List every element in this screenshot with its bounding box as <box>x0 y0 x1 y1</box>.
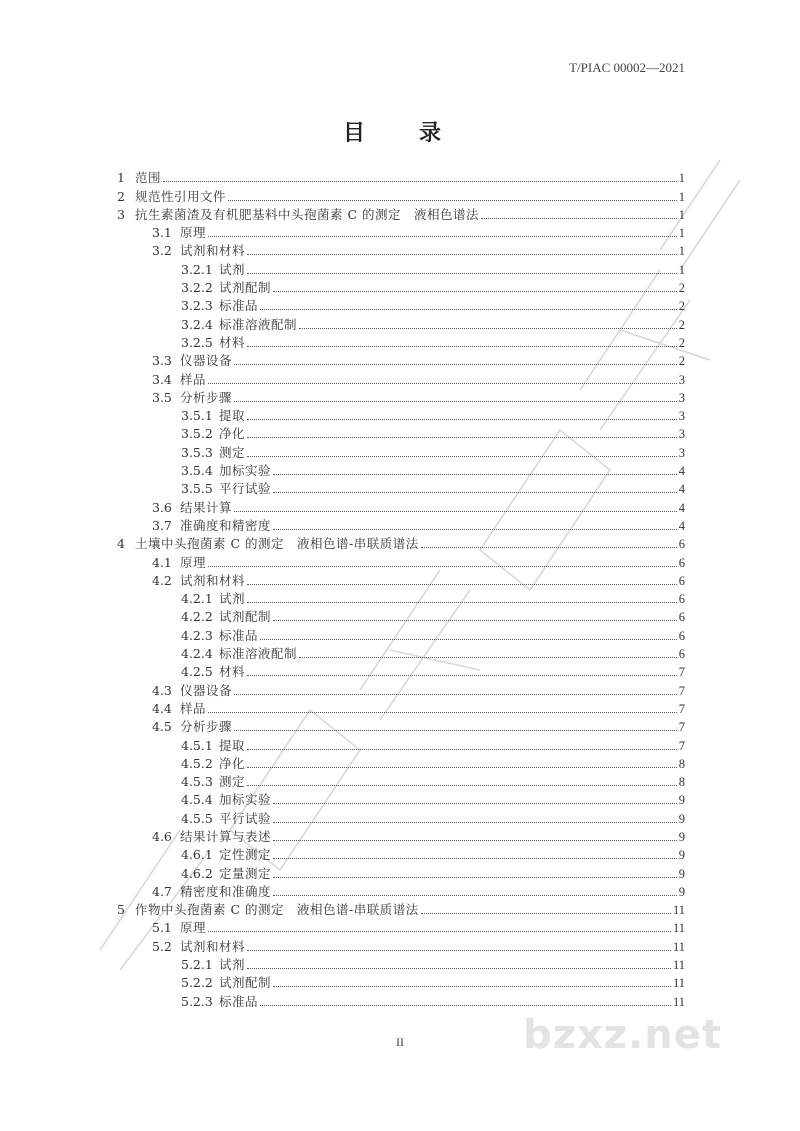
toc-entry-page: 3 <box>678 427 685 442</box>
dot-leader <box>234 511 677 512</box>
toc-entry[interactable] <box>117 368 685 386</box>
toc-entry-page: 3 <box>678 445 685 460</box>
toc-entry[interactable] <box>117 551 685 569</box>
toc-entry-label: 加标实验 <box>219 792 272 808</box>
toc-entry-page: 7 <box>678 665 685 680</box>
toc-entry[interactable] <box>117 460 685 478</box>
toc-entry-page: 9 <box>678 848 685 863</box>
toc-entry-page: 7 <box>678 738 685 753</box>
toc-entry-page: 1 <box>678 189 685 204</box>
toc-entry-page: 11 <box>672 958 685 973</box>
toc-entry[interactable] <box>117 661 685 679</box>
toc-entry[interactable] <box>117 679 685 697</box>
toc-entry-label: 材料 <box>219 334 246 350</box>
toc-entry-label: 定性测定 <box>219 847 272 863</box>
toc-entry-number: 3.2.2 <box>181 280 213 296</box>
toc-entry-number: 3.2 <box>152 243 172 259</box>
toc-entry[interactable] <box>117 899 685 917</box>
site-watermark: bzxz.net <box>523 1012 722 1058</box>
dot-leader <box>299 657 677 658</box>
toc-entry-number: 4 <box>117 536 125 552</box>
toc-entry-number: 3.5.3 <box>181 444 213 460</box>
toc-entry[interactable] <box>117 570 685 588</box>
dot-leader <box>234 364 677 365</box>
toc-entry-label: 标准品 <box>219 627 259 643</box>
dot-leader <box>247 675 677 676</box>
toc-entry[interactable] <box>117 185 685 203</box>
toc-entry-page: 2 <box>678 281 685 296</box>
dot-leader <box>208 566 677 567</box>
toc-entry-label: 规范性引用文件 <box>135 188 227 204</box>
toc-entry-label: 结果计算与表述 <box>180 828 272 844</box>
toc-entry-page: 9 <box>678 866 685 881</box>
toc-entry[interactable] <box>117 972 685 990</box>
toc-entry-number: 3.5.4 <box>181 463 213 479</box>
dot-leader <box>247 602 677 603</box>
toc-entry[interactable] <box>117 405 685 423</box>
toc-entry-label: 试剂和材料 <box>180 938 246 954</box>
toc-entry-page: 8 <box>678 775 685 790</box>
dot-leader <box>247 419 677 420</box>
toc-entry-number: 4.2.4 <box>181 646 213 662</box>
dot-leader <box>273 877 677 878</box>
dot-leader <box>273 291 677 292</box>
toc-entry-number: 5.2 <box>152 938 172 954</box>
toc-entry-number: 3.2.5 <box>181 334 213 350</box>
toc-entry-label: 定量测定 <box>219 865 272 881</box>
dot-leader <box>208 712 677 713</box>
toc-entry-label: 样品 <box>180 371 207 387</box>
toc-entry-page: 6 <box>678 555 685 570</box>
toc-entry-label: 原理 <box>180 554 207 570</box>
toc-entry-label: 净化 <box>219 755 246 771</box>
toc-entry[interactable] <box>117 917 685 935</box>
dot-leader <box>247 968 671 969</box>
dot-leader <box>260 639 677 640</box>
toc-entry-label: 试剂配制 <box>219 609 272 625</box>
toc-entry[interactable] <box>117 332 685 350</box>
dot-leader <box>273 895 677 896</box>
toc-entry-number: 3.5.5 <box>181 481 213 497</box>
dot-leader <box>247 437 677 438</box>
dot-leader <box>208 383 677 384</box>
toc-entry-number: 4.6.2 <box>181 865 213 881</box>
toc-entry-number: 4.6 <box>152 828 172 844</box>
dot-leader <box>273 474 677 475</box>
toc-entry-number: 3.7 <box>152 517 172 533</box>
dot-leader <box>421 547 677 548</box>
toc-entry-page: 2 <box>678 335 685 350</box>
dot-leader <box>273 986 671 987</box>
toc-entry[interactable] <box>117 222 685 240</box>
toc-entry-label: 分析步骤 <box>180 719 233 735</box>
toc-entry-label: 平行试验 <box>219 810 272 826</box>
toc-entry-number: 4.2.2 <box>181 609 213 625</box>
toc-entry-page: 7 <box>678 720 685 735</box>
toc-entry-number: 4.5.3 <box>181 774 213 790</box>
dot-leader <box>299 328 677 329</box>
toc-entry-label: 试剂配制 <box>219 280 272 296</box>
toc-entry-page: 11 <box>672 921 685 936</box>
dot-leader <box>208 236 677 237</box>
toc-entry-label: 试剂 <box>219 261 246 277</box>
toc-entry-number: 3.5.1 <box>181 408 213 424</box>
toc-entry-page: 2 <box>678 354 685 369</box>
dot-leader <box>481 218 677 219</box>
toc-entry-page: 6 <box>678 573 685 588</box>
toc-entry-page: 11 <box>672 994 685 1009</box>
dot-leader <box>247 273 677 274</box>
toc-entry-page: 9 <box>678 793 685 808</box>
dot-leader <box>247 456 677 457</box>
toc-entry[interactable] <box>117 881 685 899</box>
toc-entry-number: 4.1 <box>152 554 172 570</box>
toc-entry-page: 3 <box>678 372 685 387</box>
dot-leader <box>247 346 677 347</box>
toc-entry-label: 分析步骤 <box>180 389 233 405</box>
toc-entry-number: 4.3 <box>152 682 172 698</box>
toc-entry-number: 4.5.1 <box>181 737 213 753</box>
toc-entry-label: 试剂 <box>219 591 246 607</box>
toc-entry[interactable] <box>117 441 685 459</box>
toc-entry-page: 4 <box>678 518 685 533</box>
toc-entry-label: 提取 <box>219 408 246 424</box>
dot-leader <box>234 730 677 731</box>
toc-entry-page: 1 <box>678 171 685 186</box>
toc-entry-number: 3.4 <box>152 371 172 387</box>
toc-entry-label: 试剂配制 <box>219 975 272 991</box>
toc-entry[interactable] <box>117 716 685 734</box>
toc-entry-number: 5.1 <box>152 920 172 936</box>
toc-entry-number: 4.5.5 <box>181 810 213 826</box>
dot-leader <box>421 913 671 914</box>
toc-entry-page: 4 <box>678 482 685 497</box>
toc-entry-page: 9 <box>678 884 685 899</box>
toc-entry-page: 6 <box>678 610 685 625</box>
toc-entry-number: 3.2.3 <box>181 298 213 314</box>
toc-entry-label: 提取 <box>219 737 246 753</box>
toc-entry-label: 抗生素菌渣及有机肥基料中头孢菌素 C 的测定 液相色谱法 <box>135 206 480 222</box>
toc-entry-label: 标准品 <box>219 298 259 314</box>
document-code: T/PIAC 00002—2021 <box>569 60 685 75</box>
toc-entry-label: 试剂和材料 <box>180 572 246 588</box>
toc-entry[interactable] <box>117 862 685 880</box>
dot-leader <box>273 822 677 823</box>
toc-entry-page: 4 <box>678 464 685 479</box>
toc-entry-page: 6 <box>678 628 685 643</box>
toc-entry-page: 3 <box>678 390 685 405</box>
dot-leader <box>163 181 677 182</box>
toc-entry[interactable] <box>117 935 685 953</box>
dot-leader <box>247 254 677 255</box>
toc-entry[interactable] <box>117 753 685 771</box>
toc-entry-label: 原理 <box>180 920 207 936</box>
dot-leader <box>228 200 677 201</box>
toc-entry[interactable] <box>117 258 685 276</box>
toc-entry-page: 7 <box>678 683 685 698</box>
dot-leader <box>247 767 677 768</box>
toc-entry-number: 1 <box>117 170 125 186</box>
toc-entry-number: 3.2.4 <box>181 316 213 332</box>
toc-entry-number: 4.7 <box>152 883 172 899</box>
toc-entry-number: 5.2.1 <box>181 957 213 973</box>
toc-entry[interactable] <box>117 643 685 661</box>
toc-entry[interactable] <box>117 588 685 606</box>
toc-entry-label: 仪器设备 <box>180 682 233 698</box>
toc-entry[interactable] <box>117 423 685 441</box>
table-of-contents <box>117 167 685 1009</box>
dot-leader <box>247 584 677 585</box>
toc-entry-number: 5.2.2 <box>181 975 213 991</box>
toc-entry-page: 6 <box>678 647 685 662</box>
toc-entry-page: 1 <box>678 226 685 241</box>
toc-entry-number: 4.6.1 <box>181 847 213 863</box>
toc-entry-page: 8 <box>678 756 685 771</box>
toc-entry-page: 11 <box>672 939 685 954</box>
toc-entry[interactable] <box>117 387 685 405</box>
toc-entry-page: 1 <box>678 207 685 222</box>
toc-entry[interactable] <box>117 990 685 1008</box>
toc-entry[interactable] <box>117 771 685 789</box>
toc-entry[interactable] <box>117 277 685 295</box>
dot-leader <box>273 529 677 530</box>
toc-entry[interactable] <box>117 826 685 844</box>
toc-entry[interactable] <box>117 204 685 222</box>
toc-entry-number: 3.2.1 <box>181 261 213 277</box>
toc-entry[interactable] <box>117 496 685 514</box>
toc-entry[interactable] <box>117 167 685 185</box>
page-title: 目 录 <box>342 121 457 146</box>
toc-entry-label: 加标实验 <box>219 463 272 479</box>
toc-entry-number: 3.1 <box>152 225 172 241</box>
toc-entry-number: 5.2.3 <box>181 993 213 1009</box>
toc-entry-number: 3.5 <box>152 389 172 405</box>
toc-entry-number: 4.2 <box>152 572 172 588</box>
dot-leader <box>208 931 671 932</box>
toc-entry-page: 6 <box>678 537 685 552</box>
toc-entry-number: 3.6 <box>152 499 172 515</box>
toc-entry[interactable] <box>117 954 685 972</box>
toc-entry-page: 7 <box>678 701 685 716</box>
toc-entry-label: 仪器设备 <box>180 353 233 369</box>
dot-leader <box>273 620 677 621</box>
toc-entry-page: 9 <box>678 829 685 844</box>
toc-entry-label: 标准品 <box>219 993 259 1009</box>
toc-entry-label: 试剂和材料 <box>180 243 246 259</box>
toc-entry-page: 6 <box>678 592 685 607</box>
toc-entry-number: 3.3 <box>152 353 172 369</box>
toc-entry[interactable] <box>117 295 685 313</box>
toc-entry-page: 3 <box>678 409 685 424</box>
toc-entry-page: 4 <box>678 500 685 515</box>
toc-entry-label: 作物中头孢菌素 C 的测定 液相色谱-串联质谱法 <box>135 902 419 918</box>
page-number: II <box>396 1035 404 1049</box>
toc-entry-number: 5 <box>117 902 125 918</box>
toc-entry-number: 2 <box>117 188 125 204</box>
toc-entry-label: 准确度和精密度 <box>180 517 272 533</box>
toc-entry-label: 净化 <box>219 426 246 442</box>
dot-leader <box>273 858 677 859</box>
toc-entry-page: 1 <box>678 262 685 277</box>
toc-entry[interactable] <box>117 624 685 642</box>
dot-leader <box>247 785 677 786</box>
toc-entry[interactable] <box>117 515 685 533</box>
dot-leader <box>260 1005 671 1006</box>
toc-entry-page: 2 <box>678 299 685 314</box>
toc-entry-label: 原理 <box>180 225 207 241</box>
toc-entry-label: 样品 <box>180 700 207 716</box>
toc-entry[interactable] <box>117 789 685 807</box>
toc-entry[interactable] <box>117 734 685 752</box>
toc-entry-label: 测定 <box>219 774 246 790</box>
toc-entry-number: 4.5 <box>152 719 172 735</box>
toc-entry[interactable] <box>117 698 685 716</box>
toc-entry-number: 3 <box>117 206 125 222</box>
toc-entry-page: 2 <box>678 317 685 332</box>
toc-entry-page: 11 <box>672 903 685 918</box>
toc-entry-number: 3.5.2 <box>181 426 213 442</box>
dot-leader <box>234 694 677 695</box>
toc-entry-label: 结果计算 <box>180 499 233 515</box>
toc-entry-number: 4.2.3 <box>181 627 213 643</box>
toc-entry-label: 平行试验 <box>219 481 272 497</box>
toc-entry[interactable] <box>117 606 685 624</box>
toc-entry-number: 4.5.2 <box>181 755 213 771</box>
toc-entry[interactable] <box>117 313 685 331</box>
dot-leader <box>247 950 671 951</box>
dot-leader <box>273 492 677 493</box>
toc-entry-label: 土壤中头孢菌素 C 的测定 液相色谱-串联质谱法 <box>135 536 419 552</box>
toc-entry-number: 4.4 <box>152 700 172 716</box>
toc-entry-number: 4.5.4 <box>181 792 213 808</box>
toc-entry[interactable] <box>117 807 685 825</box>
dot-leader <box>273 803 677 804</box>
toc-entry[interactable] <box>117 844 685 862</box>
toc-entry-page: 1 <box>678 244 685 259</box>
toc-entry-label: 精密度和准确度 <box>180 883 272 899</box>
toc-entry[interactable] <box>117 478 685 496</box>
toc-entry-label: 测定 <box>219 444 246 460</box>
toc-entry-label: 范围 <box>135 170 162 186</box>
toc-entry-page: 11 <box>672 976 685 991</box>
toc-entry-label: 标准溶液配制 <box>219 316 298 332</box>
dot-leader <box>247 749 677 750</box>
dot-leader <box>234 401 677 402</box>
toc-entry-label: 试剂 <box>219 957 246 973</box>
toc-entry-number: 4.2.1 <box>181 591 213 607</box>
toc-entry-label: 标准溶液配制 <box>219 646 298 662</box>
dot-leader <box>273 840 677 841</box>
toc-entry[interactable] <box>117 240 685 258</box>
toc-entry-page: 9 <box>678 811 685 826</box>
toc-entry-number: 4.2.5 <box>181 664 213 680</box>
toc-entry[interactable] <box>117 533 685 551</box>
toc-entry[interactable] <box>117 350 685 368</box>
toc-entry-label: 材料 <box>219 664 246 680</box>
dot-leader <box>260 309 677 310</box>
